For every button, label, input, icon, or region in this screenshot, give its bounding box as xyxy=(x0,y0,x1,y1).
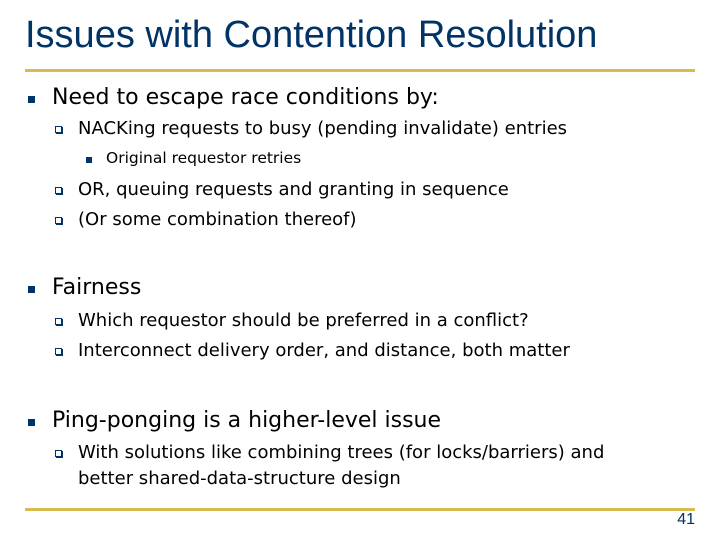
bullet-text: Fairness xyxy=(52,275,142,300)
bullet-hollow-square-icon xyxy=(55,450,62,457)
title-divider xyxy=(25,69,695,72)
bullet-hollow-square-icon xyxy=(55,217,62,224)
bullet-hollow-square-icon xyxy=(55,187,62,194)
sub-bullet-text: With solutions like combining trees (for locks/barriers) and xyxy=(78,442,605,463)
sub-sub-bullet-text: Original requestor retries xyxy=(106,149,302,167)
slide-title: Issues with Contention Resolution xyxy=(25,14,598,56)
sub-bullet-text: Which requestor should be preferred in a conflict? xyxy=(78,310,529,331)
sub-bullet-text-continued: better shared-data-structure design xyxy=(78,468,401,489)
sub-bullet-text: Interconnect delivery order, and distance, both matter xyxy=(78,340,570,361)
bullet-square-icon xyxy=(28,286,35,293)
sub-bullet-text: (Or some combination thereof) xyxy=(78,209,357,230)
bullet-text: Ping-ponging is a higher-level issue xyxy=(52,408,442,433)
bullet-hollow-square-icon xyxy=(55,318,62,325)
bullet-text: Need to escape race conditions by: xyxy=(52,85,439,110)
bullet-square-icon xyxy=(86,157,92,163)
bullet-hollow-square-icon xyxy=(55,348,62,355)
footer-divider xyxy=(25,508,695,511)
sub-bullet-text: NACKing requests to busy (pending invalidate) entries xyxy=(78,118,568,139)
bullet-square-icon xyxy=(28,96,35,103)
page-number: 41 xyxy=(677,511,695,528)
bullet-square-icon xyxy=(28,419,35,426)
sub-bullet-text: OR, queuing requests and granting in sequence xyxy=(78,179,509,200)
bullet-hollow-square-icon xyxy=(55,126,62,133)
